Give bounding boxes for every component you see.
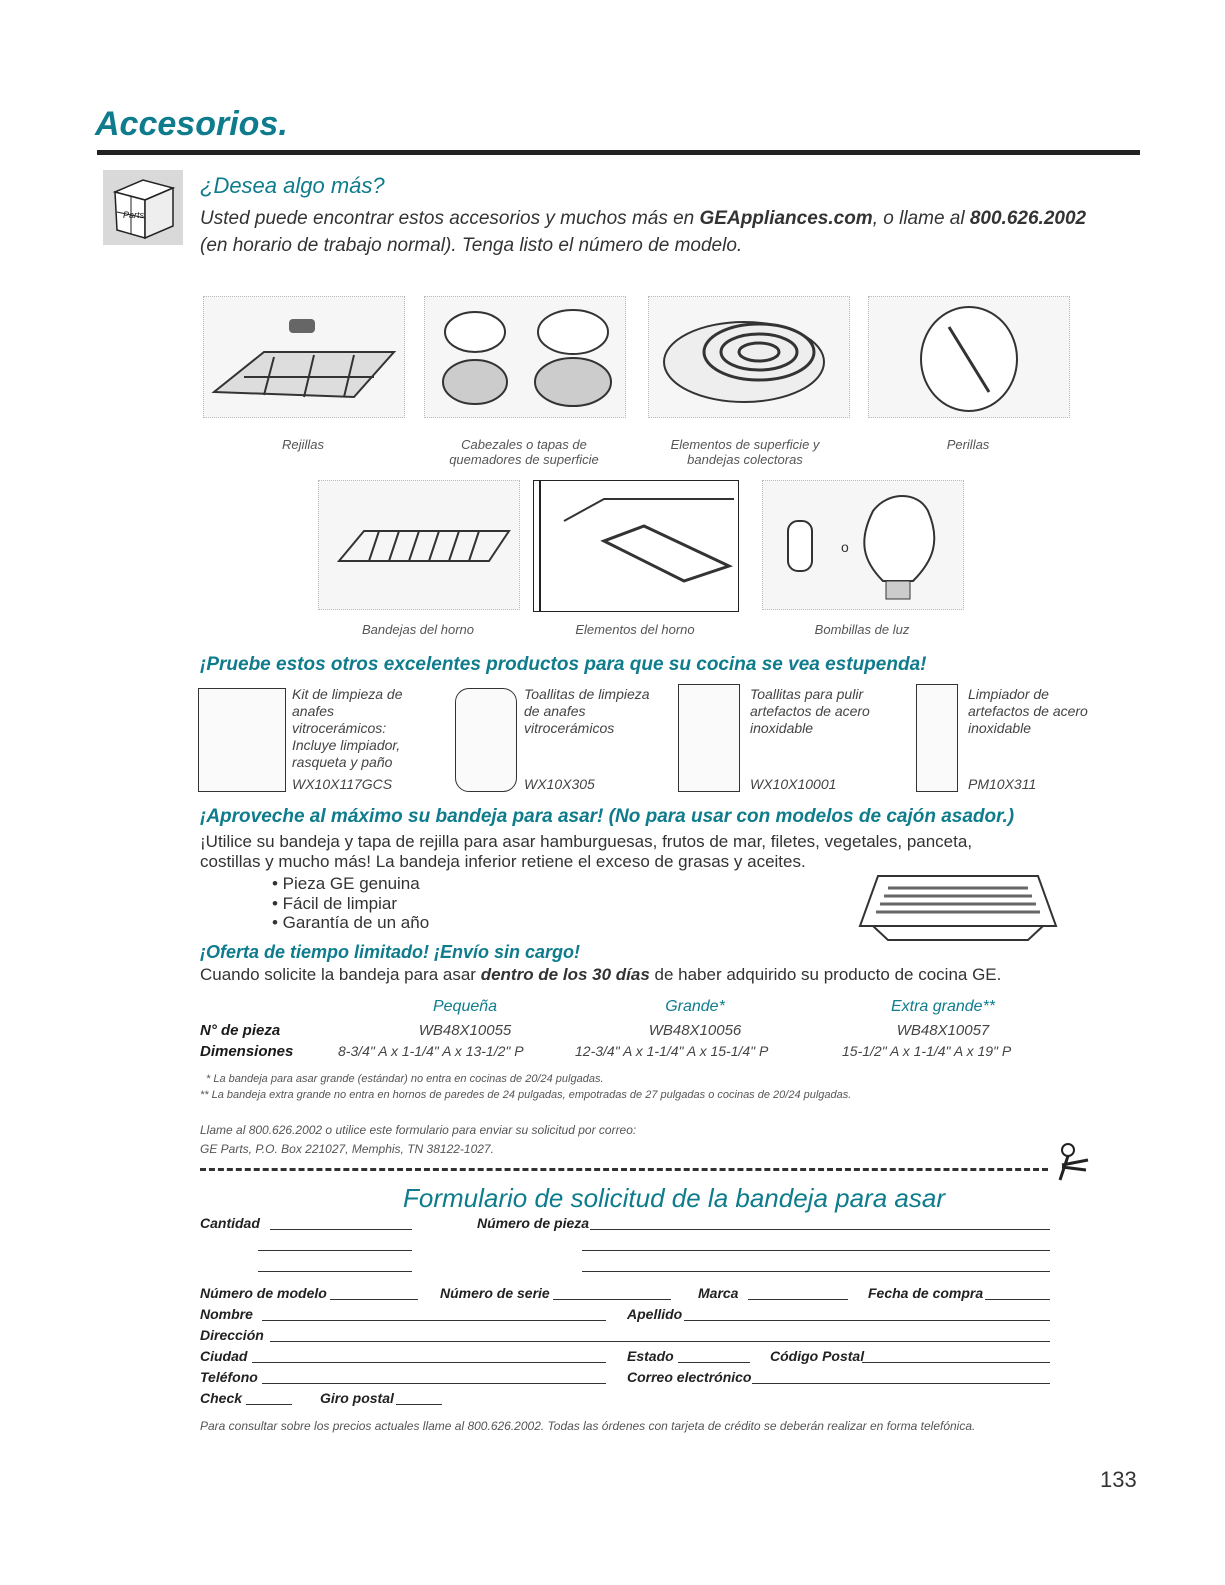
caption-rejillas: Rejillas [282, 437, 324, 452]
telefono-label: Teléfono [200, 1369, 258, 1385]
marca-label: Marca [698, 1285, 739, 1301]
burner-caps-image [424, 296, 626, 418]
product-code-4: PM10X311 [968, 776, 1037, 792]
telefono-field[interactable] [262, 1383, 606, 1384]
ciudad-label: Ciudad [200, 1348, 248, 1364]
offer-body-bold: dentro de los 30 días [480, 965, 650, 984]
giro-postal-field[interactable] [396, 1404, 442, 1405]
cantidad-field-2[interactable] [258, 1250, 412, 1251]
size-note-2: ** La bandeja extra grande no entra en hornos de paredes de 24 pulgadas, empotradas de 27 pulgadas o cocinas de 20/24 pulgadas. [200, 1089, 852, 1101]
knobs-image [868, 296, 1070, 418]
broiler-body-2: costillas y mucho más! La bandeja inferior retiene el exceso de grasas y aceites. [200, 852, 806, 871]
numero-pieza-label: Número de pieza [477, 1215, 590, 1231]
broiler-body-1: ¡Utilice su bandeja y tapa de rejilla para asar hamburguesas, frutos de mar, filetes, vegetales, panceta, [200, 832, 973, 851]
direccion-label: Dirección [200, 1327, 264, 1343]
cantidad-field-3[interactable] [258, 1271, 412, 1272]
subtitle: ¿Desea algo más? [200, 173, 385, 198]
nombre-label: Nombre [200, 1306, 253, 1322]
product-desc-1: Kit de limpieza de anafes vitrocerámicos: Incluye limpiador, rasqueta y paño [292, 686, 403, 770]
parts-icon-label: Parts [123, 210, 145, 220]
oven-racks-image [318, 480, 520, 610]
cerama-bryte-wipes-image [455, 688, 517, 792]
caption-bandejas-horno: Bandejas del horno [361, 622, 475, 637]
numero-pieza-field[interactable] [590, 1229, 1050, 1230]
broiler-bullet-3: • Garantía de un año [272, 913, 430, 932]
estado-field[interactable] [678, 1362, 750, 1363]
form-title: Formulario de solicitud de la bandeja para asar [403, 1183, 945, 1213]
apellido-field[interactable] [684, 1320, 1050, 1321]
check-field[interactable] [246, 1404, 292, 1405]
numero-pieza-field-3[interactable] [582, 1271, 1050, 1272]
broiler-bullet-2: • Fácil de limpiar [272, 894, 397, 913]
page-title: Accesorios. [95, 105, 288, 143]
product-desc-2: Toallitas de limpieza de anafes vitrocerámicos [524, 686, 650, 736]
product-code-1: WX10X117GCS [292, 776, 393, 792]
dimensions-grande: 12-3/4" A x 1-1/4" A x 15-1/4" P [575, 1043, 769, 1059]
page-number: 133 [1100, 1467, 1137, 1492]
product-desc-3: Toallitas para pulir artefactos de acero inoxidable [750, 686, 870, 736]
caption-elementos-superficie: Elementos de superficie y bandejas colectoras [670, 437, 820, 467]
codigo-postal-field[interactable] [862, 1362, 1050, 1363]
grates-image [203, 296, 405, 418]
numero-modelo-label: Número de modelo [200, 1285, 327, 1301]
caption-elementos-horno: Elementos del horno [575, 622, 695, 637]
product-code-2: WX10X305 [524, 776, 595, 792]
stainless-wipes-image [678, 684, 740, 792]
intro-phone: 800.626.2002 [969, 208, 1087, 229]
bulb-separator: o [841, 539, 849, 555]
dimensions-pequena: 8-3/4" A x 1-1/4" A x 13-1/2" P [338, 1043, 524, 1059]
size-col-extra: Extra grande** [890, 998, 996, 1015]
numero-serie-label: Número de serie [440, 1285, 550, 1301]
size-col-pequena: Pequeña [432, 998, 498, 1015]
mail-line-2: GE Parts, P.O. Box 221027, Memphis, TN 38122-1027. [200, 1142, 494, 1156]
cantidad-field[interactable] [270, 1229, 412, 1230]
giro-postal-label: Giro postal [320, 1390, 394, 1406]
light-bulbs-image [762, 480, 964, 610]
footer-note: Para consultar sobre los precios actuales llame al 800.626.2002. Todas las órdenes con tarjeta de crédito se deberán realizar en forma telefónica. [200, 1419, 976, 1433]
numero-serie-field[interactable] [553, 1299, 671, 1300]
cut-line [200, 1168, 1048, 1171]
offer-body [200, 965, 1001, 985]
offer-heading: ¡Oferta de tiempo limitado! ¡Envío sin cargo! [200, 942, 581, 962]
products-heading: ¡Pruebe estos otros excelentes productos para que su cocina se vea estupenda! [200, 654, 927, 675]
part-number-pequena: WB48X10055 [418, 1022, 512, 1039]
fecha-compra-field[interactable] [985, 1299, 1050, 1300]
size-note-1: * La bandeja para asar grande (estándar) no entra en cocinas de 20/24 pulgadas. [206, 1073, 604, 1085]
broiler-bullet-1: • Pieza GE genuina [272, 874, 420, 893]
size-col-grande: Grande* [665, 998, 725, 1015]
caption-perillas: Perillas [946, 437, 990, 452]
correo-label: Correo electrónico [627, 1369, 752, 1385]
numero-pieza-field-2[interactable] [582, 1250, 1050, 1251]
ciudad-field[interactable] [252, 1362, 606, 1363]
cantidad-label: Cantidad [200, 1215, 260, 1231]
product-code-3: WX10X10001 [750, 776, 837, 792]
intro-line-2: (en horario de trabajo normal). Tenga listo el número de modelo. [200, 235, 743, 256]
dimensions-extra: 15-1/2" A x 1-1/4" A x 19" P [842, 1043, 1012, 1059]
numero-modelo-field[interactable] [330, 1299, 418, 1300]
product-desc-4: Limpiador de artefactos de acero inoxidable [968, 686, 1088, 736]
fecha-compra-label: Fecha de compra [868, 1285, 984, 1301]
intro-mid: , o llame al [872, 208, 970, 229]
title-rule [97, 150, 1140, 155]
broiler-pan-image [858, 868, 1058, 942]
part-number-extra: WB48X10057 [896, 1022, 990, 1039]
intro-line-1 [200, 208, 1086, 230]
mail-line-1: Llame al 800.626.2002 o utilice este formulario para enviar su solicitud por correo: [200, 1123, 637, 1137]
codigo-postal-label: Código Postal [770, 1348, 865, 1364]
direccion-field[interactable] [270, 1341, 1050, 1342]
surface-elements-image [648, 296, 850, 418]
correo-field[interactable] [752, 1383, 1050, 1384]
oven-element-image [533, 480, 739, 612]
row-label-dimensiones: Dimensiones [200, 1043, 294, 1060]
cooktop-cleaning-kit-image [198, 688, 286, 792]
estado-label: Estado [627, 1348, 674, 1364]
stainless-cleaner-spray-image [916, 684, 958, 792]
marca-field[interactable] [748, 1299, 848, 1300]
row-label-pieza: N° de pieza [200, 1022, 281, 1039]
intro-pre: Usted puede encontrar estos accesorios y muchos más en [200, 208, 700, 229]
check-label: Check [200, 1390, 243, 1406]
offer-body-pre: Cuando solicite la bandeja para asar [200, 965, 481, 984]
intro-website: GEAppliances.com [699, 208, 873, 229]
part-number-grande: WB48X10056 [648, 1022, 742, 1039]
caption-bombillas: Bombillas de luz [814, 622, 910, 637]
broiler-heading: ¡Aproveche al máximo su bandeja para asar! (No para usar con modelos de cajón asador.) [200, 806, 1015, 827]
offer-body-post: de haber adquirido su producto de cocina GE. [649, 965, 1002, 984]
parts-box-icon [103, 170, 183, 245]
apellido-label: Apellido [627, 1306, 683, 1322]
nombre-field[interactable] [262, 1320, 606, 1321]
caption-cabezales: Cabezales o tapas de quemadores de superficie [449, 437, 599, 467]
